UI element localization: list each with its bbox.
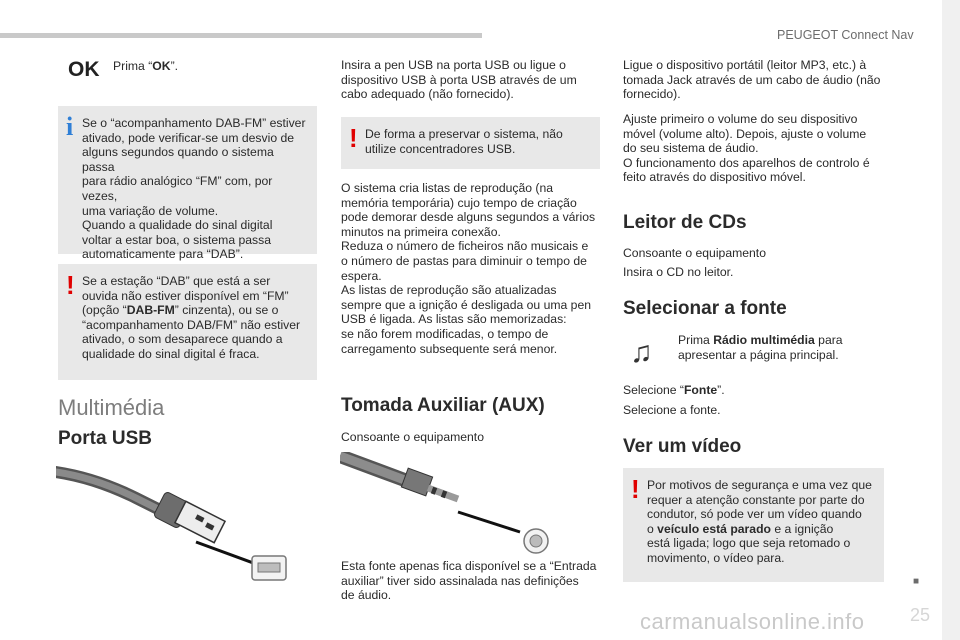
warning-icon: ! — [631, 474, 640, 504]
info-icon: i — [66, 112, 74, 141]
usb-instruction-text: Insira a pen USB na porta USB ou ligue o dispositivo USB à porta USB através de um cabo adequado (não fornecido). — [341, 58, 577, 102]
press-multimedia-text: Prima Rádio multimédia para apresentar a página principal. — [678, 333, 843, 362]
heading-aux-socket: Tomada Auxiliar (AUX) — [341, 395, 545, 416]
playlist-text: O sistema cria listas de reprodução (na memória temporária) cujo tempo de criação pode demorar desde alguns segundos a vários minutos na primeira conexão. Reduza o número de ficheiros não musicais e o número de pastas para diminuir o tempo de espera. As listas de reprodução são atualizadas sempre que a ignição é desligada ou uma pen USB é ligada. As listas são memorizadas: se não forem modificadas, o tempo de carregamento subsequente será menor. — [341, 181, 596, 356]
header-rule — [0, 33, 482, 38]
aux-availability-note: Esta fonte apenas fica disponível se a “Entrada auxiliar” tiver sido assinalada nas definições de áudio. — [341, 559, 597, 603]
warning-box-video: ! Por motivos de segurança e uma vez que requer a atenção constante por parte do condutor, só pode ver um vídeo quando o veículo está parado e a ignição está ligada; logo que seja retomado o movimento, o vídeo para. — [623, 468, 884, 582]
usb-cable-illustration — [56, 458, 296, 588]
page-marker: ■ — [913, 576, 920, 587]
brand-title: PEUGEOT Connect Nav — [777, 28, 914, 42]
info-box-dab-fm: i Se o “acompanhamento DAB-FM” estiver ativado, pode verificar-se um desvio de alguns segundos quando o sistema passa para rádio analógico “FM” com, por vezes, uma variação de volume. Quando a qualidade do sinal digital voltar a estar boa, o sistema passa automaticamente para “DAB”. — [58, 106, 317, 254]
warning-icon: ! — [349, 123, 358, 153]
ok-icon: OK — [68, 58, 100, 81]
jack-cable-illustration — [340, 452, 560, 556]
heading-select-source: Selecionar a fonte — [623, 298, 787, 319]
aux-equipment-note: Consoante o equipamento — [341, 430, 484, 444]
watermark: carmanualsonline.info — [640, 609, 865, 634]
cd-equipment-note: Consoante o equipamento — [623, 246, 766, 260]
music-note-icon: ♫ — [630, 336, 653, 369]
volume-text: Ajuste primeiro o volume do seu dispositivo móvel (volume alto). Depois, ajuste o volume do seu sistema de áudio. O funcionamento dos aparelhos de controlo é feito através do dispositivo móvel. — [623, 112, 870, 185]
section-title-multimedia: Multimédia — [58, 395, 165, 420]
page-edge-tab — [942, 0, 960, 640]
select-source-text: Selecione a fonte. — [623, 403, 721, 417]
warning-box-dab: ! Se a estação “DAB” que está a ser ouvida não estiver disponível em “FM” (opção “DAB-FM” cinzenta), ou se o “acompanhamento DAB/FM” não estiver ativado, o som desaparece quando a qualidade do sinal digital é fraca. — [58, 264, 317, 380]
heading-cd-player: Leitor de CDs — [623, 212, 747, 233]
select-fonte-text: Selecione “Fonte”. — [623, 383, 725, 397]
heading-usb-port: Porta USB — [58, 428, 152, 449]
heading-watch-video: Ver um vídeo — [623, 436, 742, 457]
warning-box-usb-hub: ! De forma a preservar o sistema, não utilize concentradores USB. — [341, 117, 600, 169]
cd-insert-text: Insira o CD no leitor. — [623, 265, 734, 279]
page-number: 25 — [910, 605, 931, 625]
press-ok-text: Prima “OK”. — [113, 59, 179, 73]
warning-icon: ! — [66, 270, 75, 300]
connect-device-text: Ligue o dispositivo portátil (leitor MP3, etc.) à tomada Jack através de um cabo de áudio (não fornecido). — [623, 58, 881, 102]
